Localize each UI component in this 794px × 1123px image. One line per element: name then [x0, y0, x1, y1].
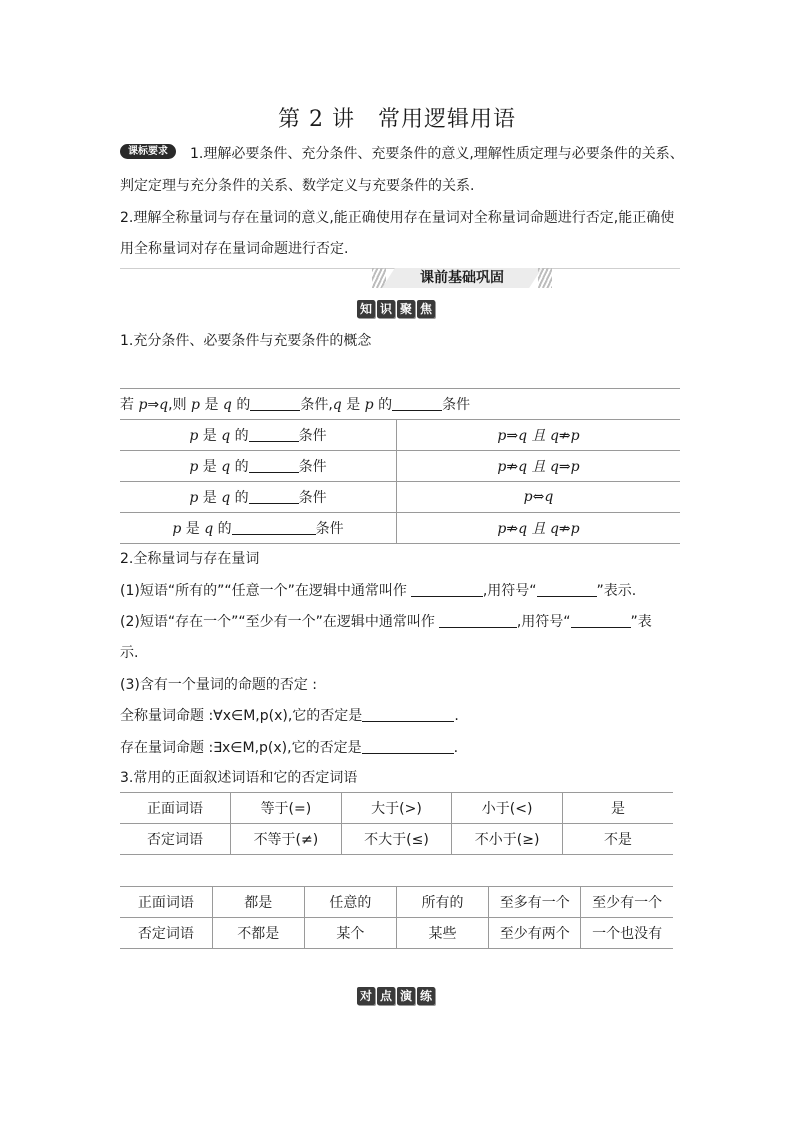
table-cell: 都是 — [212, 887, 304, 918]
table-cell: 至多有一个 — [489, 887, 581, 918]
table-cell: 不都是 — [212, 918, 304, 949]
answer-blank[interactable] — [232, 520, 316, 535]
table-cell: 小于(<) — [452, 793, 563, 824]
answer-blank[interactable] — [392, 396, 442, 411]
table-cell: p⇒q 且 q⇏p — [397, 420, 681, 451]
table-cell: 大于(>) — [341, 793, 452, 824]
table-row — [120, 389, 680, 420]
answer-blank[interactable] — [249, 458, 299, 473]
table-cell: 正面词语 — [120, 793, 231, 824]
answer-blank[interactable] — [250, 396, 300, 411]
tag-char: 练 — [417, 987, 435, 1005]
table-cell: 正面词语 — [120, 887, 212, 918]
knowledge-focus-tag — [357, 300, 435, 318]
table-cell: p 是 q 的 条件 — [120, 482, 397, 513]
item2-sentence-1: (1)短语“所有的”“任意一个”在逻辑中通常叫作 ,用符号“ ”表示. — [120, 583, 637, 599]
item2-heading: 2.全称量词与存在量词 — [120, 551, 260, 567]
page-title: 第 2 讲 常用逻辑用语 — [278, 107, 516, 132]
table-cell: 否定词语 — [120, 918, 212, 949]
table-row — [120, 482, 680, 513]
tag-char: 点 — [377, 987, 395, 1005]
requirements-badge: 课标要求 — [120, 144, 176, 159]
requirements-line-4: 用全称量词对存在量词命题进行否定. — [120, 241, 349, 257]
tag-char: 对 — [357, 987, 375, 1005]
table-row — [120, 918, 673, 949]
answer-blank[interactable] — [571, 613, 631, 628]
tag-char: 识 — [377, 300, 395, 318]
answer-blank[interactable] — [439, 613, 517, 628]
table-cell: 不是 — [562, 824, 673, 855]
table-row — [120, 451, 680, 482]
practice-tag — [357, 987, 435, 1005]
table-cell: 某个 — [304, 918, 396, 949]
table-cell: p 是 q 的 条件 — [120, 513, 397, 544]
tag-char: 聚 — [397, 300, 415, 318]
table-cell: 等于(=) — [231, 793, 342, 824]
item2-sentence-4: 全称量词命题 :∀x∈M,p(x),它的否定是 . — [120, 708, 459, 724]
table-cell: p⇏q 且 q⇒p — [397, 451, 681, 482]
answer-blank[interactable] — [249, 489, 299, 504]
table-cell: p⇔q — [397, 482, 681, 513]
negation-table-b — [120, 886, 673, 949]
answer-blank[interactable] — [362, 739, 454, 754]
answer-blank[interactable] — [411, 582, 483, 597]
table-cell: 不大于(≤) — [341, 824, 452, 855]
table-cell: 任意的 — [304, 887, 396, 918]
table-cell: 不小于(≥) — [452, 824, 563, 855]
negation-table-a — [120, 792, 673, 855]
table-row — [120, 824, 673, 855]
section-header — [120, 268, 680, 290]
section-title: 课前基础巩固 — [420, 270, 504, 286]
table-row — [120, 887, 673, 918]
requirements-line-3: 2.理解全称量词与存在量词的意义,能正确使用存在量词对全称量词命题进行否定,能正确使 — [120, 210, 675, 226]
item2-sentence-3: (3)含有一个量词的命题的否定 : — [120, 677, 317, 693]
answer-blank[interactable] — [537, 582, 597, 597]
table-row — [120, 793, 673, 824]
table-cell: 至少有一个 — [581, 887, 673, 918]
table-cell: 所有的 — [396, 887, 488, 918]
table-cell: 是 — [562, 793, 673, 824]
tag-char: 知 — [357, 300, 375, 318]
item3-heading: 3.常用的正面叙述词语和它的否定词语 — [120, 770, 358, 786]
table-row — [120, 513, 680, 544]
answer-blank[interactable] — [362, 707, 454, 722]
table-cell: p 是 q 的 条件 — [120, 451, 397, 482]
conditions-table — [120, 388, 680, 544]
table-cell: 若 p⇒q,则 p 是 q 的 条件,q 是 p 的 条件 — [120, 389, 680, 420]
section-title-box — [382, 268, 542, 288]
table-cell: 至少有两个 — [489, 918, 581, 949]
table-cell: 否定词语 — [120, 824, 231, 855]
requirements-line-1: 1.理解必要条件、充分条件、充要条件的意义,理解性质定理与必要条件的关系、 — [190, 146, 684, 162]
item1-heading: 1.充分条件、必要条件与充要条件的概念 — [120, 333, 372, 349]
tag-char: 焦 — [417, 300, 435, 318]
table-row — [120, 420, 680, 451]
tag-char: 演 — [397, 987, 415, 1005]
requirements-line-2: 判定定理与充分条件的关系、数学定义与充要条件的关系. — [120, 178, 475, 194]
table-cell: 一个也没有 — [581, 918, 673, 949]
item2-sentence-2: (2)短语“存在一个”“至少有一个”在逻辑中通常叫作 ,用符号“ ”表 — [120, 614, 652, 630]
item2-sentence-2-cont: 示. — [120, 645, 139, 661]
table-cell: 不等于(≠) — [231, 824, 342, 855]
table-cell: 某些 — [396, 918, 488, 949]
answer-blank[interactable] — [249, 427, 299, 442]
table-cell: p 是 q 的 条件 — [120, 420, 397, 451]
table-cell: p⇏q 且 q⇏p — [397, 513, 681, 544]
item2-sentence-5: 存在量词命题 :∃x∈M,p(x),它的否定是 . — [120, 740, 459, 756]
